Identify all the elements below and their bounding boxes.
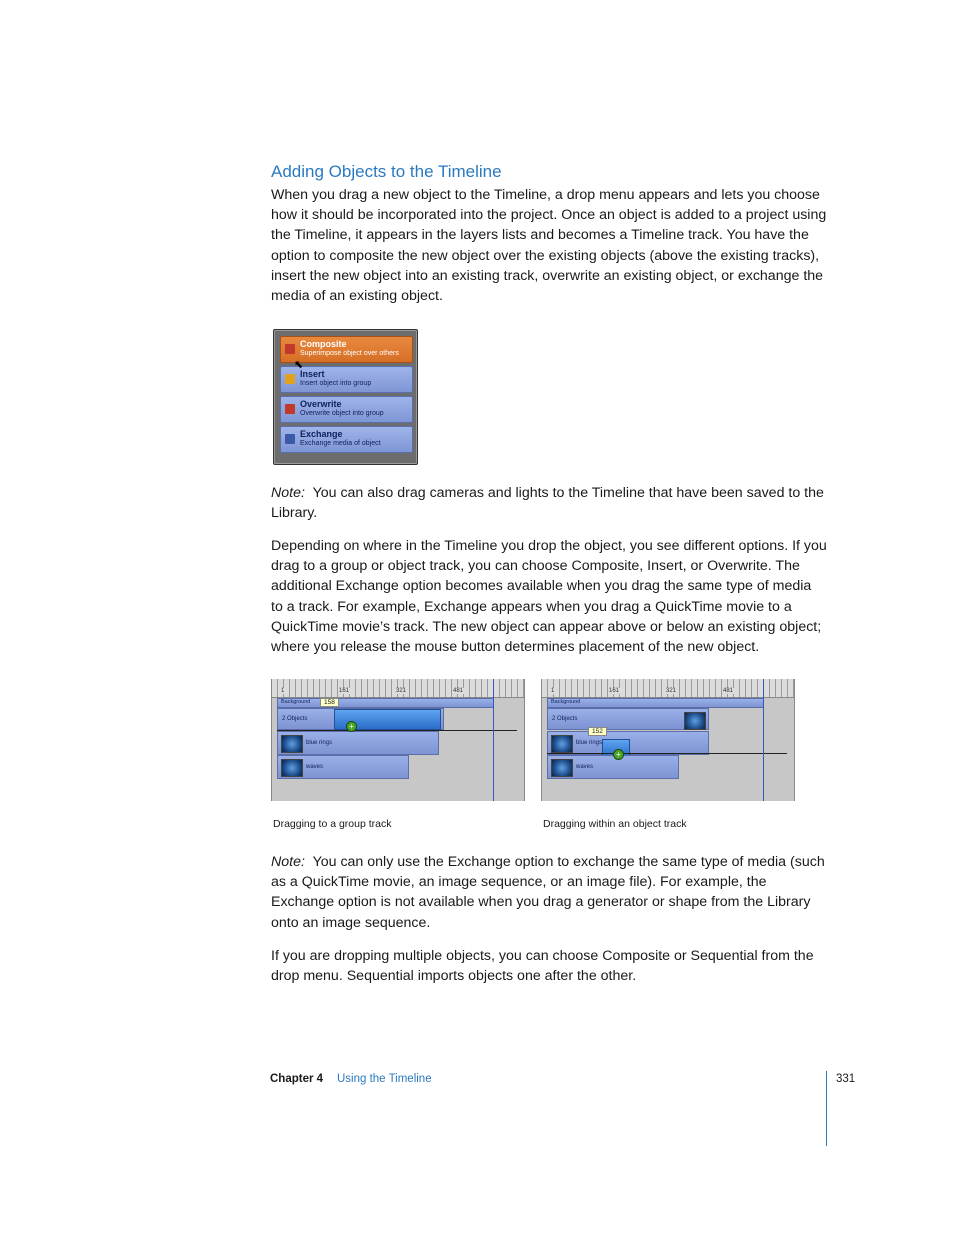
- track-name: blue rings: [576, 740, 603, 746]
- ruler-label: 1: [551, 688, 555, 694]
- figure-caption-left: Dragging to a group track: [273, 818, 392, 830]
- ruler-label: 1: [281, 688, 285, 694]
- track-name: Background: [281, 699, 311, 705]
- track-blue-rings[interactable]: [277, 731, 439, 755]
- ruler-label: 481: [453, 688, 464, 694]
- playhead: [763, 679, 764, 801]
- timeline-ruler: [272, 679, 524, 698]
- item-description: Exchange media of object: [300, 440, 381, 447]
- note-label: Note:: [271, 854, 305, 870]
- insert-icon: [285, 374, 295, 384]
- thumbnail: [551, 735, 573, 753]
- item-label: Overwrite: [300, 399, 342, 409]
- paragraph-2: Depending on where in the Timeline you drop the object, you see different options. If you drag to a group or object track, you can choose Composite, Insert, or Overwrite. The additional Exchange option becomes available when you drag the same type of media to a track. For example, Exchange appears when you drag a QuickTime movie to a QuickTime movie’s track. The new object can appear above or below an existing object; where you release the mouse button determines placement of the new object.: [271, 538, 827, 656]
- plus-icon: +: [346, 721, 357, 732]
- track-name: 2 Objects: [282, 716, 308, 722]
- ruler-label: 161: [609, 688, 620, 694]
- exchange-icon: [285, 434, 295, 444]
- thumbnail: [684, 712, 706, 730]
- frame-tooltip: 152: [588, 727, 607, 736]
- drop-menu-item-exchange[interactable]: [280, 426, 413, 453]
- track-background[interactable]: [547, 698, 764, 708]
- plus-icon: +: [613, 749, 624, 760]
- track-background[interactable]: [277, 698, 494, 708]
- intro-paragraph: When you drag a new object to the Timeline, a drop menu appears and lets you choose how it should be incorporated into the project. Once an object is added to a project using the Timeline, it appears in the layers lists and becomes a Timeline track. You have the option to composite the new object over the existing objects (above the existing tracks), insert the new object into an existing track, overwrite an existing object, or exchange the media of an existing object.: [271, 187, 827, 305]
- paragraph-3: If you are dropping multiple objects, you can choose Composite or Sequential from the drop menu. Sequential imports objects one after the other.: [271, 948, 814, 985]
- track-waves[interactable]: [277, 755, 409, 779]
- thumbnail: [281, 735, 303, 753]
- footer-divider: [826, 1071, 827, 1146]
- page-number: 331: [836, 1073, 856, 1085]
- track-name: blue rings: [306, 740, 333, 746]
- item-description: Superimpose object over others: [300, 350, 399, 357]
- footer-chapter-title[interactable]: Using the Timeline: [337, 1073, 432, 1085]
- note-label: Note:: [271, 485, 305, 501]
- track-name: 2 Objects: [552, 716, 578, 722]
- item-label: Exchange: [300, 429, 343, 439]
- timeline-ruler: [542, 679, 794, 698]
- timeline-figure-group-track: [271, 679, 525, 801]
- frame-tooltip: 158: [320, 698, 339, 707]
- thumbnail: [281, 759, 303, 777]
- drop-menu-figure: [273, 329, 418, 465]
- ruler-label: 161: [339, 688, 350, 694]
- insert-line: [277, 730, 517, 731]
- ruler-label: 321: [396, 688, 407, 694]
- cursor-icon: ⬉: [294, 359, 304, 371]
- note-text: You can only use the Exchange option to exchange the same type of media (such as a QuickTime movie, an image sequence, or an image file). For example, the Exchange option is not available when you drag a generator or shape from the Library onto an image sequence.: [271, 854, 825, 931]
- figure-caption-right: Dragging within an object track: [543, 818, 687, 830]
- drop-menu-item-overwrite[interactable]: [280, 396, 413, 423]
- footer-chapter: Chapter 4: [270, 1073, 324, 1085]
- track-waves[interactable]: [547, 755, 679, 779]
- thumbnail: [551, 759, 573, 777]
- track-name: Background: [551, 699, 581, 705]
- playhead: [493, 679, 494, 801]
- ruler-label: 481: [723, 688, 734, 694]
- item-description: Overwrite object into group: [300, 410, 384, 417]
- section-title: Adding Objects to the Timeline: [271, 162, 502, 181]
- track-name: waves: [306, 764, 324, 770]
- note-2: [271, 852, 827, 933]
- item-description: Insert object into group: [300, 380, 372, 387]
- timeline-figure-object-track: [541, 679, 795, 801]
- composite-icon: [285, 344, 295, 354]
- track-name: waves: [576, 764, 594, 770]
- overwrite-icon: [285, 404, 295, 414]
- ruler-label: 321: [666, 688, 677, 694]
- item-label: Insert: [300, 369, 325, 379]
- item-label: Composite: [300, 339, 347, 349]
- track-group[interactable]: [547, 708, 709, 730]
- note-text: You can also drag cameras and lights to the Timeline that have been saved to the Library.: [271, 485, 824, 522]
- insert-line: [547, 753, 787, 754]
- note-1: [271, 483, 827, 523]
